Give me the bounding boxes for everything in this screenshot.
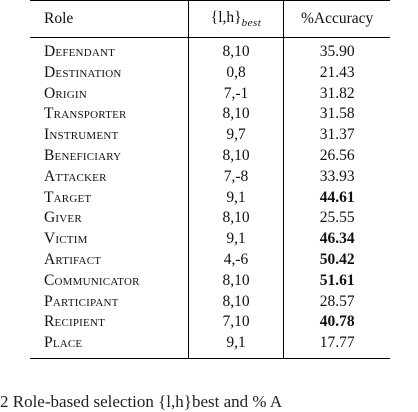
table-row [30,167,390,188]
table-row [30,333,390,358]
table-header [30,1,390,38]
lh-best-cell: 7,-8 [188,167,283,188]
accuracy-cell: 33.93 [319,167,355,185]
accuracy-cell: 44.61 [319,188,355,206]
header-role: Role [30,1,188,38]
lh-best-cell: 9,1 [188,229,283,250]
lh-best-cell: 8,10 [188,271,283,292]
role-cell: Giver [44,209,82,227]
table-body [30,38,390,359]
accuracy-cell: 35.90 [319,43,355,60]
lh-best-cell: 0,8 [188,63,283,84]
role-cell: Origin [44,84,87,102]
accuracy-cell: 28.57 [319,292,355,310]
table-row [30,146,390,167]
accuracy-cell: 40.78 [319,313,355,331]
table-row [30,125,390,146]
table-caption: 2 Role-based selection {l,h}best and % A [0,392,283,411]
accuracy-cell: 31.58 [319,105,355,123]
role-cell: Attacker [44,167,107,185]
accuracy-cell: 25.55 [319,209,355,227]
lh-best-cell: 7,-1 [188,84,283,105]
table-row [30,229,390,250]
table-row [30,38,390,63]
role-cell: Destination [44,63,122,81]
lh-best-cell: 8,10 [188,208,283,229]
accuracy-cell: 17.77 [319,334,355,352]
role-cell: Defendant [44,43,116,60]
role-cell: Instrument [44,126,119,144]
accuracy-cell: 50.42 [319,250,355,268]
table-row [30,312,390,333]
role-cell: Recipient [44,313,106,331]
results-table-container [30,0,390,359]
header-lh-main: {l,h} [210,9,242,26]
lh-best-cell: 9,1 [188,188,283,209]
lh-best-cell: 9,7 [188,125,283,146]
lh-best-cell: 9,1 [188,333,283,358]
role-cell: Participant [44,292,119,310]
lh-best-cell: 8,10 [188,104,283,125]
table-row [30,104,390,125]
table-row [30,292,390,313]
role-cell: Place [44,334,83,352]
role-cell: Target [44,188,92,206]
accuracy-cell: 21.43 [319,63,355,81]
header-lh-best [188,1,283,38]
accuracy-cell: 31.82 [319,84,355,102]
table-row [30,208,390,229]
accuracy-cell: 46.34 [319,230,355,248]
header-accuracy: %Accuracy [284,1,390,38]
table-row [30,188,390,209]
lh-best-cell: 4,-6 [188,250,283,271]
role-cell: Transporter [44,105,127,123]
role-cell: Beneficiary [44,146,122,164]
role-cell: Artifact [44,250,102,268]
accuracy-cell: 26.56 [319,146,355,164]
lh-best-cell: 8,10 [188,146,283,167]
table-row [30,250,390,271]
results-table [30,0,390,359]
role-cell: Communicator [44,271,140,289]
lh-best-cell: 8,10 [188,292,283,313]
accuracy-cell: 51.61 [319,271,355,289]
accuracy-cell: 31.37 [319,126,355,144]
lh-best-cell: 8,10 [188,38,283,63]
lh-best-cell: 7,10 [188,312,283,333]
table-row [30,271,390,292]
role-cell: Victim [44,230,88,248]
header-row [30,1,390,38]
table-row [30,63,390,84]
table-row [30,84,390,105]
header-lh-subscript: best [241,17,262,29]
